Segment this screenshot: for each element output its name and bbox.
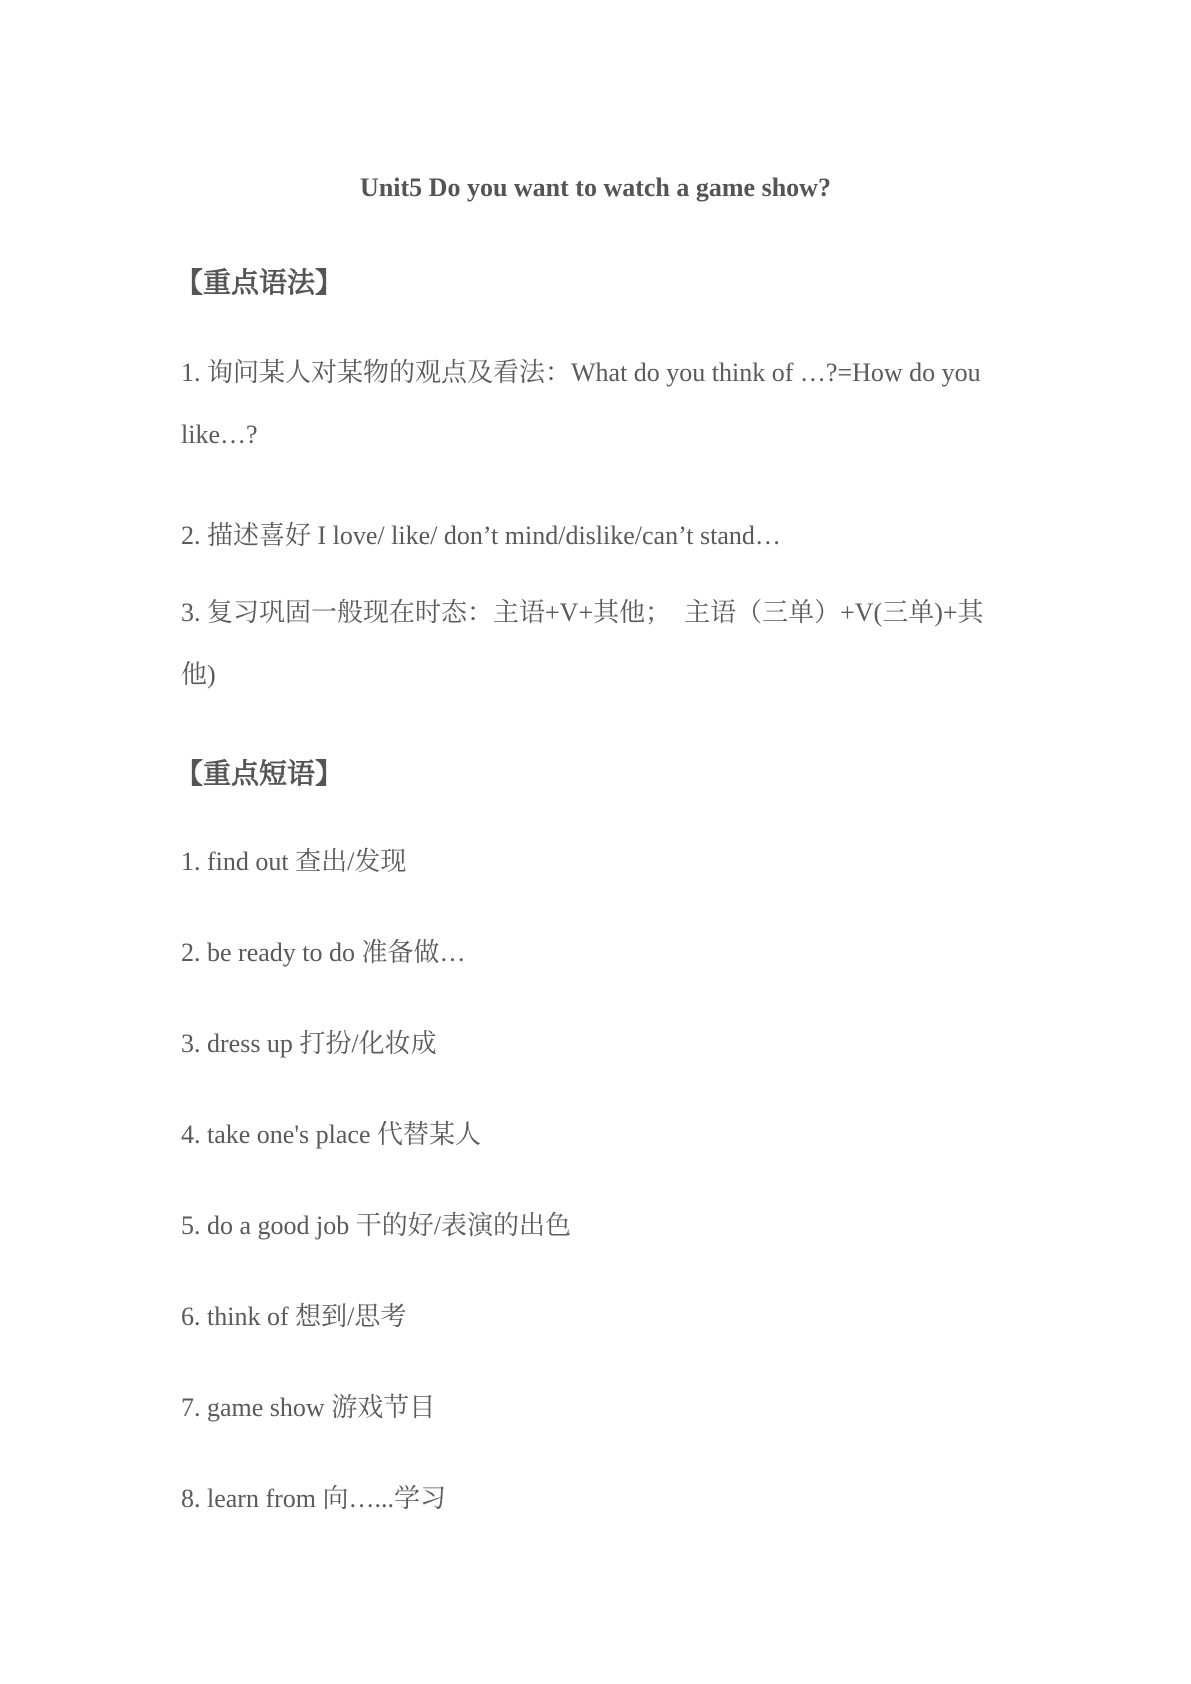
- phrase-item-3: 3. dress up 打扮/化妆成: [181, 1029, 437, 1058]
- phrase-item-1: 1. find out 查出/发现: [181, 847, 407, 876]
- phrase-item-5: 5. do a good job 干的好/表演的出色: [181, 1211, 571, 1240]
- phrase-item-7: 7. game show 游戏节目: [181, 1393, 436, 1422]
- grammar-item-2: 2. 描述喜好 I love/ like/ don’t mind/dislike/can’t stand…: [181, 521, 781, 550]
- grammar-item-1: 1. 询问某人对某物的观点及看法：What do you think of …?=How do you like…?: [181, 358, 981, 449]
- phrase-item-2: 2. be ready to do 准备做…: [181, 938, 466, 967]
- document-title: Unit5 Do you want to watch a game show?: [360, 173, 831, 202]
- phrase-item-4: 4. take one's place 代替某人: [181, 1120, 481, 1149]
- grammar-item-3: 3. 复习巩固一般现在时态：主语+V+其他； 主语（三单）+V(三单)+其他): [181, 598, 984, 689]
- phrase-item-8: 8. learn from 向…...学习: [181, 1484, 447, 1513]
- phrase-item-6: 6. think of 想到/思考: [181, 1302, 407, 1331]
- phrases-heading: 【重点短语】: [175, 759, 344, 790]
- grammar-heading: 【重点语法】: [175, 268, 344, 299]
